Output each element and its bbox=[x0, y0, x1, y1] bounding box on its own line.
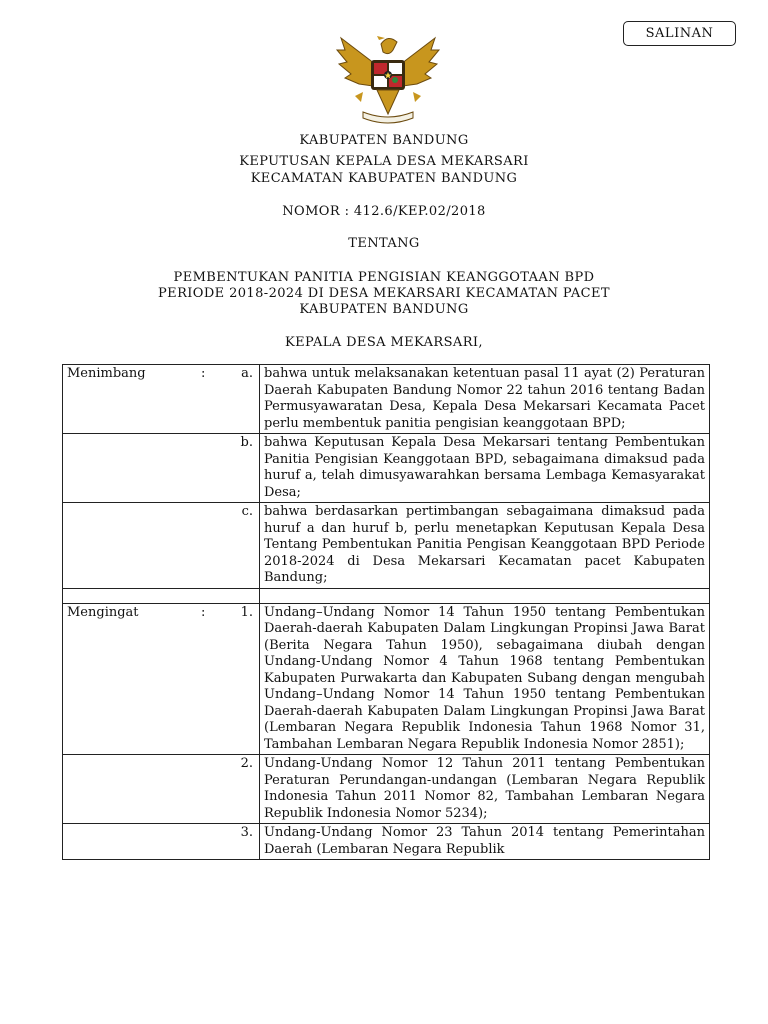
considering-item-number: a. bbox=[207, 365, 260, 434]
considering-item-text: bahwa Keputusan Kepala Desa Mekarsari tentang Pembentukan Panitia Pengisian Keanggotaan BPD, sebagaimana dimaksud pada huruf a, telah dimusyawarahkan bersama Lembaga Kemasyarakat Desa; bbox=[260, 434, 710, 503]
official-title: KEPALA DESA MEKARSARI, bbox=[285, 335, 483, 350]
decree-considerations-table bbox=[62, 364, 710, 860]
subject-line-3: KABUPATEN BANDUNG bbox=[299, 302, 469, 317]
considering-item-text: bahwa berdasarkan pertimbangan sebagaimana dimaksud pada huruf a dan huruf b, perlu menetapkan Keputusan Kepala Desa Tentang Pembentukan Panitia Pengisan Keanggotaan BPD Periode 2018-2024 di Desa Mekarsari Kecamatan pacet Kabupaten Bandung; bbox=[260, 503, 710, 589]
recalling-label: Mengingat bbox=[63, 603, 202, 755]
recalling-item-text: Undang-Undang Nomor 12 Tahun 2011 tentang Pembentukan Peraturan Perundangan-undangan (Lembaran Negara Republik Indonesia Tahun 2011 Nomor 82, Tambahan Lembaran Negara Republik Indonesia Nomor 5234); bbox=[260, 755, 710, 824]
considering-item-number: c. bbox=[207, 503, 260, 589]
decree-title-line-2: KECAMATAN KABUPATEN BANDUNG bbox=[250, 171, 518, 186]
table-row bbox=[63, 503, 710, 589]
table-row bbox=[63, 434, 710, 503]
considering-label: Menimbang bbox=[63, 365, 202, 434]
considering-item-number: b. bbox=[207, 434, 260, 503]
considering-item-text: bahwa untuk melaksanakan ketentuan pasal 11 ayat (2) Peraturan Daerah Kabupaten Bandung Nomor 22 tahun 2016 tentang Badan Permusyawaratan Desa, Kepala Desa Mekarsari Kecamata Pacet perlu membentuk panitia pengisian keanggotaan BPD; bbox=[260, 365, 710, 434]
table-row bbox=[63, 755, 710, 824]
considering-colon: : bbox=[201, 365, 207, 434]
subject-line-2: PERIODE 2018-2024 DI DESA MEKARSARI KECAMATAN PACET bbox=[158, 286, 610, 301]
subject-line-1: PEMBENTUKAN PANITIA PENGISIAN KEANGGOTAAN BPD bbox=[173, 270, 595, 285]
recalling-item-text: Undang–Undang Nomor 14 Tahun 1950 tentang Pembentukan Daerah-daerah Kabupaten Dalam Lingkungan Propinsi Jawa Barat (Berita Negara Tahun 1950), sebagaimana diubah dengan Undang-Undang Nomor 4 Tahun 1968 tentang Pembentukan Kabupaten Purwakarta dan Kabupaten Subang dengan mengubah Undang–Undang Nomor 14 Tahun 1950 tentang Pembentukan Daerah-daerah Kabupaten Dalam Lingkungan Propinsi Jawa Barat (Lembaran Negara Republik Indonesia Tahun 1968 Nomor 31, Tambahan Lembaran Negara Republik Indonesia Nomor 2851); bbox=[260, 603, 710, 755]
salinan-badge: SALINAN bbox=[623, 21, 736, 46]
regency-title: KABUPATEN BANDUNG bbox=[299, 133, 469, 148]
recalling-colon: : bbox=[201, 603, 207, 755]
recalling-item-number: 3. bbox=[207, 824, 260, 860]
table-row bbox=[63, 603, 710, 755]
recalling-item-number: 1. bbox=[207, 603, 260, 755]
table-spacer-row bbox=[63, 588, 710, 603]
about-heading: TENTANG bbox=[348, 236, 420, 251]
table-row bbox=[63, 365, 710, 434]
table-row bbox=[63, 824, 710, 860]
recalling-item-text: Undang-Undang Nomor 23 Tahun 2014 tentang Pemerintahan Daerah (Lembaran Negara Republik bbox=[260, 824, 710, 860]
decree-number: NOMOR : 412.6/KEP.02/2018 bbox=[282, 204, 486, 219]
decree-title-line-1: KEPUTUSAN KEPALA DESA MEKARSARI bbox=[239, 154, 529, 169]
recalling-item-number: 2. bbox=[207, 755, 260, 824]
garuda-pancasila-emblem-icon bbox=[333, 30, 443, 130]
